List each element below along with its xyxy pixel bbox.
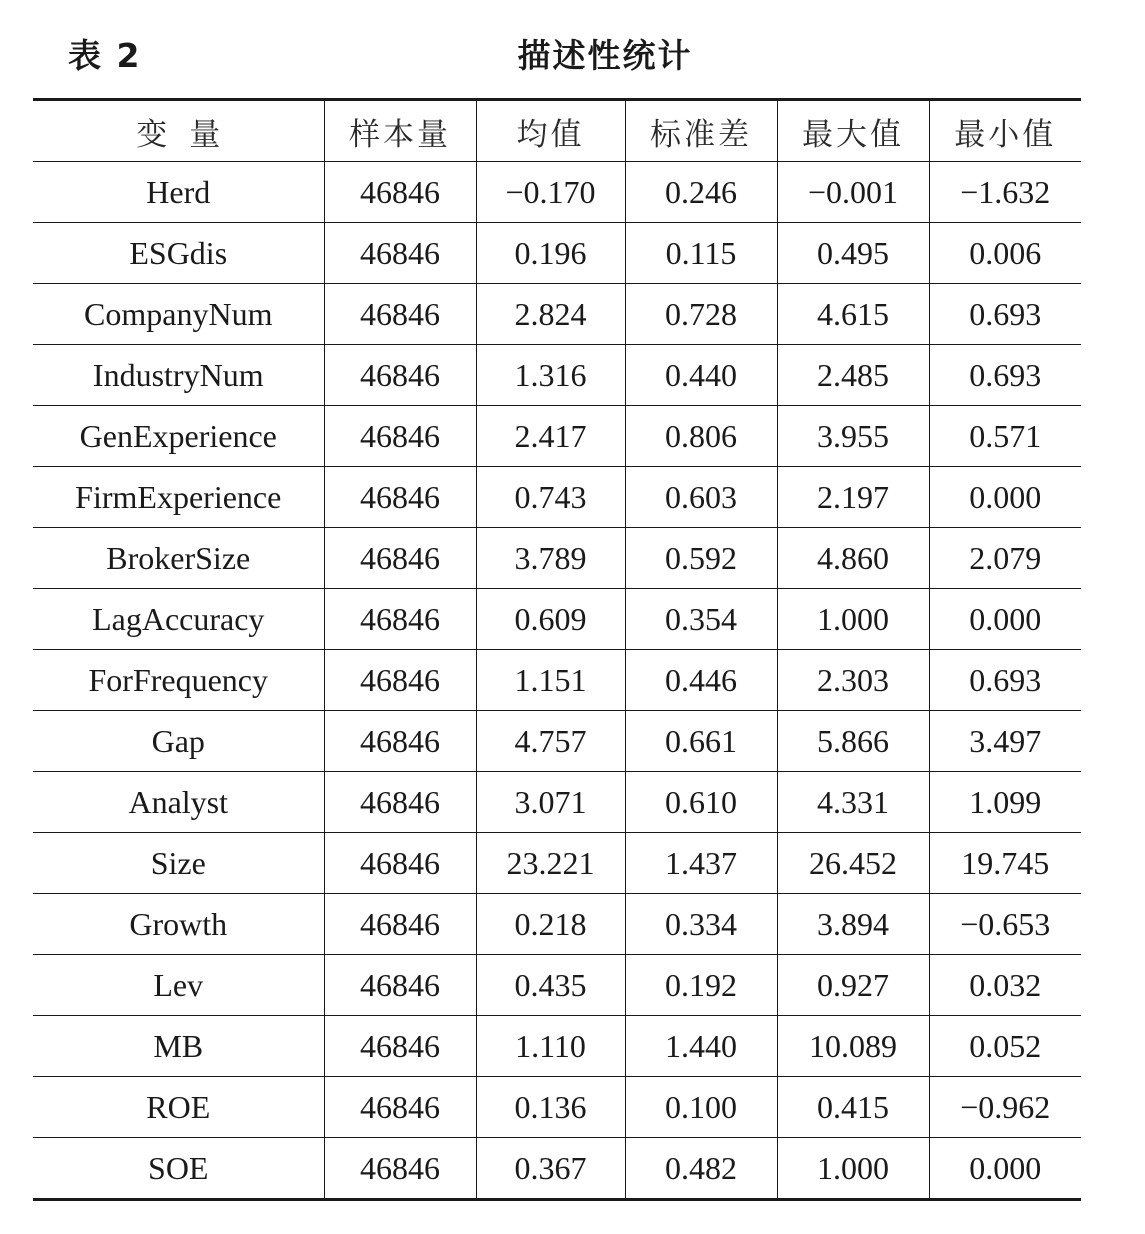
table-row xyxy=(33,345,1081,406)
cell-std-dev: 0.610 xyxy=(625,772,777,833)
cell-sample-size: 46846 xyxy=(324,894,476,955)
cell-sample-size: 46846 xyxy=(324,650,476,711)
cell-variable: SOE xyxy=(33,1138,324,1200)
cell-std-dev: 0.334 xyxy=(625,894,777,955)
table-row xyxy=(33,1016,1081,1077)
table-row xyxy=(33,650,1081,711)
table-row xyxy=(33,223,1081,284)
cell-sample-size: 46846 xyxy=(324,1077,476,1138)
header-row xyxy=(33,100,1081,162)
table-caption xyxy=(0,0,1145,98)
cell-max: 2.303 xyxy=(777,650,929,711)
cell-mean: 0.609 xyxy=(476,589,625,650)
cell-min: 0.052 xyxy=(929,1016,1081,1077)
cell-min: 0.693 xyxy=(929,284,1081,345)
cell-max: 2.485 xyxy=(777,345,929,406)
cell-std-dev: 0.482 xyxy=(625,1138,777,1200)
cell-mean: 0.196 xyxy=(476,223,625,284)
cell-max: 4.615 xyxy=(777,284,929,345)
cell-min: 0.006 xyxy=(929,223,1081,284)
cell-variable: Analyst xyxy=(33,772,324,833)
cell-sample-size: 46846 xyxy=(324,528,476,589)
cell-max: 3.894 xyxy=(777,894,929,955)
cell-mean: 0.136 xyxy=(476,1077,625,1138)
header-max: 最大值 xyxy=(777,100,929,162)
cell-std-dev: 0.354 xyxy=(625,589,777,650)
cell-min: −1.632 xyxy=(929,162,1081,223)
cell-std-dev: 0.446 xyxy=(625,650,777,711)
cell-sample-size: 46846 xyxy=(324,223,476,284)
cell-sample-size: 46846 xyxy=(324,589,476,650)
cell-variable: Gap xyxy=(33,711,324,772)
cell-mean: 2.417 xyxy=(476,406,625,467)
cell-variable: Herd xyxy=(33,162,324,223)
cell-mean: 0.743 xyxy=(476,467,625,528)
descriptive-statistics-table xyxy=(33,98,1081,1201)
table-number: 表 2 xyxy=(68,36,142,75)
cell-max: 1.000 xyxy=(777,1138,929,1200)
cell-min: 19.745 xyxy=(929,833,1081,894)
cell-std-dev: 0.115 xyxy=(625,223,777,284)
cell-std-dev: 0.806 xyxy=(625,406,777,467)
cell-sample-size: 46846 xyxy=(324,467,476,528)
cell-min: 3.497 xyxy=(929,711,1081,772)
cell-variable: Growth xyxy=(33,894,324,955)
cell-variable: CompanyNum xyxy=(33,284,324,345)
cell-min: 0.000 xyxy=(929,589,1081,650)
cell-max: 3.955 xyxy=(777,406,929,467)
cell-sample-size: 46846 xyxy=(324,284,476,345)
table-row xyxy=(33,1077,1081,1138)
cell-max: 10.089 xyxy=(777,1016,929,1077)
table-row xyxy=(33,1138,1081,1200)
cell-variable: Size xyxy=(33,833,324,894)
table-row xyxy=(33,833,1081,894)
cell-variable: FirmExperience xyxy=(33,467,324,528)
cell-max: 1.000 xyxy=(777,589,929,650)
cell-variable: BrokerSize xyxy=(33,528,324,589)
cell-sample-size: 46846 xyxy=(324,955,476,1016)
cell-max: 26.452 xyxy=(777,833,929,894)
cell-sample-size: 46846 xyxy=(324,162,476,223)
cell-mean: 23.221 xyxy=(476,833,625,894)
cell-sample-size: 46846 xyxy=(324,406,476,467)
cell-mean: 1.110 xyxy=(476,1016,625,1077)
header-std-dev: 标准差 xyxy=(625,100,777,162)
cell-min: 0.571 xyxy=(929,406,1081,467)
cell-mean: 0.367 xyxy=(476,1138,625,1200)
cell-mean: 3.789 xyxy=(476,528,625,589)
table-row xyxy=(33,894,1081,955)
cell-mean: 2.824 xyxy=(476,284,625,345)
cell-std-dev: 0.246 xyxy=(625,162,777,223)
cell-variable: ROE xyxy=(33,1077,324,1138)
cell-variable: ESGdis xyxy=(33,223,324,284)
cell-min: −0.653 xyxy=(929,894,1081,955)
cell-variable: LagAccuracy xyxy=(33,589,324,650)
cell-mean: 3.071 xyxy=(476,772,625,833)
table-row xyxy=(33,467,1081,528)
cell-std-dev: 0.661 xyxy=(625,711,777,772)
cell-min: −0.962 xyxy=(929,1077,1081,1138)
cell-sample-size: 46846 xyxy=(324,772,476,833)
table-row xyxy=(33,589,1081,650)
cell-sample-size: 46846 xyxy=(324,711,476,772)
cell-variable: ForFrequency xyxy=(33,650,324,711)
cell-max: 0.927 xyxy=(777,955,929,1016)
cell-std-dev: 1.437 xyxy=(625,833,777,894)
cell-min: 0.000 xyxy=(929,467,1081,528)
cell-std-dev: 0.728 xyxy=(625,284,777,345)
cell-max: 2.197 xyxy=(777,467,929,528)
header-variable: 变量 xyxy=(136,116,243,153)
cell-min: 1.099 xyxy=(929,772,1081,833)
cell-variable: MB xyxy=(33,1016,324,1077)
table-row xyxy=(33,955,1081,1016)
table-title: 描述性统计 xyxy=(517,36,693,75)
cell-mean: 1.316 xyxy=(476,345,625,406)
table-row xyxy=(33,284,1081,345)
cell-sample-size: 46846 xyxy=(324,345,476,406)
cell-min: 0.032 xyxy=(929,955,1081,1016)
table-body xyxy=(33,162,1081,1200)
cell-mean: 0.435 xyxy=(476,955,625,1016)
table-row xyxy=(33,162,1081,223)
cell-mean: −0.170 xyxy=(476,162,625,223)
cell-variable: IndustryNum xyxy=(33,345,324,406)
cell-min: 0.000 xyxy=(929,1138,1081,1200)
cell-max: 4.331 xyxy=(777,772,929,833)
table-row xyxy=(33,528,1081,589)
table-row xyxy=(33,406,1081,467)
cell-min: 2.079 xyxy=(929,528,1081,589)
cell-std-dev: 0.100 xyxy=(625,1077,777,1138)
cell-std-dev: 0.192 xyxy=(625,955,777,1016)
cell-mean: 0.218 xyxy=(476,894,625,955)
cell-mean: 1.151 xyxy=(476,650,625,711)
cell-variable: GenExperience xyxy=(33,406,324,467)
cell-max: 0.415 xyxy=(777,1077,929,1138)
cell-min: 0.693 xyxy=(929,650,1081,711)
cell-max: 5.866 xyxy=(777,711,929,772)
table-row xyxy=(33,772,1081,833)
cell-variable: Lev xyxy=(33,955,324,1016)
cell-std-dev: 0.603 xyxy=(625,467,777,528)
header-sample-size: 样本量 xyxy=(324,100,476,162)
header-mean: 均值 xyxy=(476,100,625,162)
cell-std-dev: 0.440 xyxy=(625,345,777,406)
cell-sample-size: 46846 xyxy=(324,833,476,894)
cell-std-dev: 0.592 xyxy=(625,528,777,589)
cell-sample-size: 46846 xyxy=(324,1016,476,1077)
cell-max: −0.001 xyxy=(777,162,929,223)
cell-max: 4.860 xyxy=(777,528,929,589)
cell-std-dev: 1.440 xyxy=(625,1016,777,1077)
cell-max: 0.495 xyxy=(777,223,929,284)
cell-sample-size: 46846 xyxy=(324,1138,476,1200)
cell-min: 0.693 xyxy=(929,345,1081,406)
cell-mean: 4.757 xyxy=(476,711,625,772)
table-row xyxy=(33,711,1081,772)
header-min: 最小值 xyxy=(929,100,1081,162)
